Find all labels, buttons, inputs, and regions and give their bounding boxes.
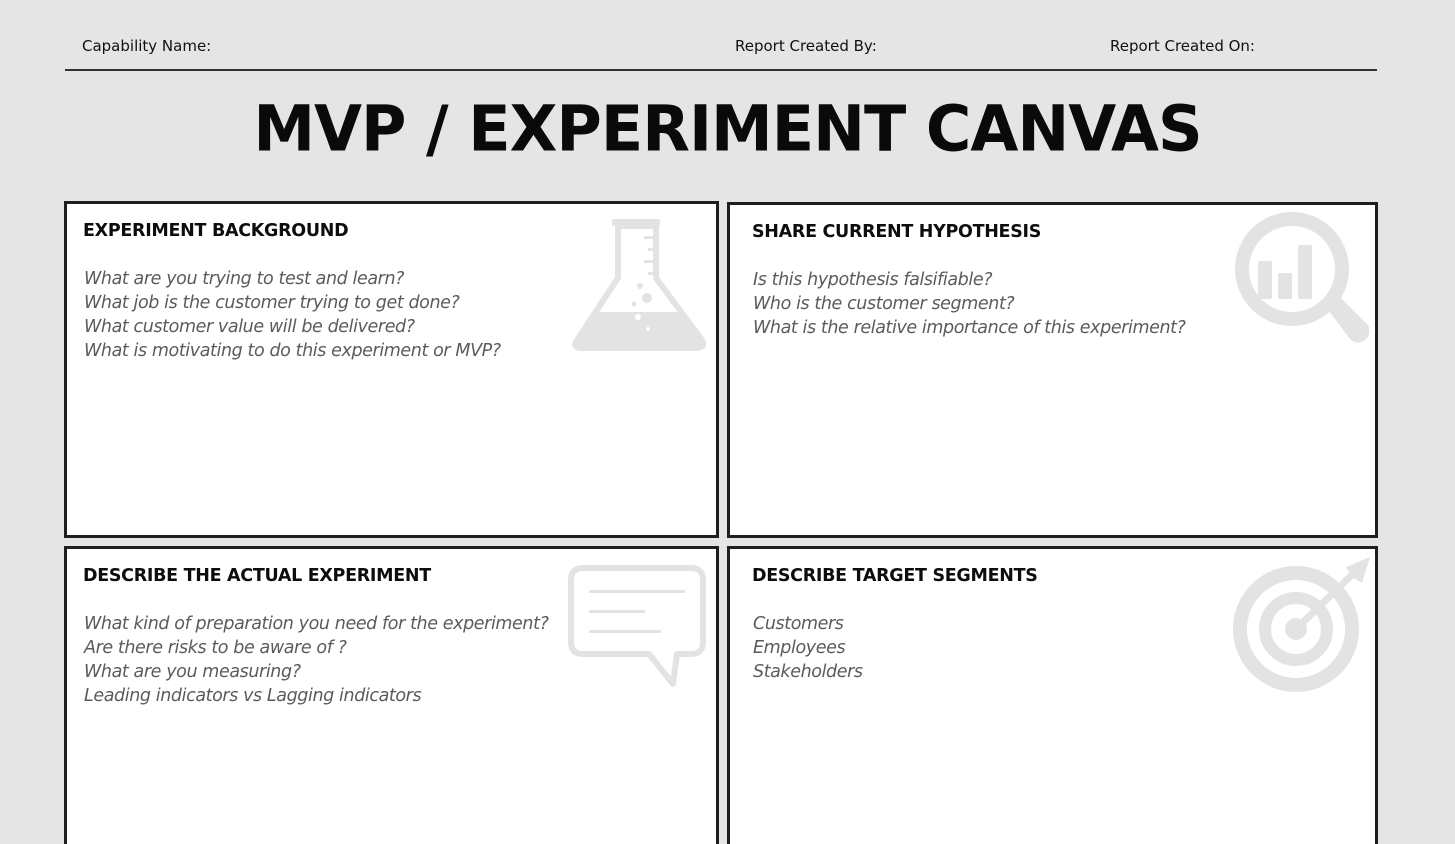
prompt-item: What kind of preparation you need for the experiment?	[84, 614, 549, 634]
actual-experiment-panel[interactable]	[64, 546, 719, 844]
speech-bubble-icon	[567, 564, 709, 690]
prompt-list	[753, 612, 863, 684]
flask-icon	[572, 216, 707, 352]
prompt-item: What are you trying to test and learn?	[84, 269, 405, 289]
prompt-item: Customers	[753, 614, 844, 634]
prompt-list	[753, 268, 1186, 340]
prompt-list	[84, 267, 501, 363]
prompt-item: What customer value will be delivered?	[84, 317, 415, 337]
panel-heading: DESCRIBE TARGET SEGMENTS	[752, 566, 1038, 586]
prompt-item: What are you measuring?	[84, 662, 301, 682]
report-created-by-label: Report Created By:	[735, 37, 877, 55]
experiment-background-panel[interactable]	[64, 201, 719, 538]
prompt-item: Are there risks to be aware of ?	[84, 638, 347, 658]
magnifier-chart-icon	[1230, 211, 1372, 347]
capability-name-label: Capability Name:	[82, 37, 212, 55]
current-hypothesis-panel[interactable]	[727, 202, 1378, 538]
prompt-item: Leading indicators vs Lagging indicators	[84, 686, 422, 706]
prompt-item: Is this hypothesis falsifiable?	[753, 270, 993, 290]
prompt-item: Employees	[753, 638, 846, 658]
prompt-list	[84, 612, 548, 708]
header-divider	[65, 69, 1377, 71]
page-title: MVP / EXPERIMENT CANVAS	[253, 91, 1202, 166]
prompt-item: Stakeholders	[753, 662, 863, 682]
panel-heading: SHARE CURRENT HYPOTHESIS	[752, 222, 1042, 242]
prompt-item: Who is the customer segment?	[753, 294, 1015, 314]
prompt-item: What job is the customer trying to get done?	[84, 293, 460, 313]
prompt-item: What is motivating to do this experiment or MVP?	[84, 341, 501, 361]
target-segments-panel[interactable]	[727, 546, 1378, 844]
panel-heading: EXPERIMENT BACKGROUND	[83, 221, 349, 241]
prompt-item: What is the relative importance of this experiment?	[753, 318, 1186, 338]
target-arrow-icon	[1230, 553, 1376, 695]
report-created-on-label: Report Created On:	[1110, 37, 1255, 55]
panel-heading: DESCRIBE THE ACTUAL EXPERIMENT	[83, 566, 431, 586]
